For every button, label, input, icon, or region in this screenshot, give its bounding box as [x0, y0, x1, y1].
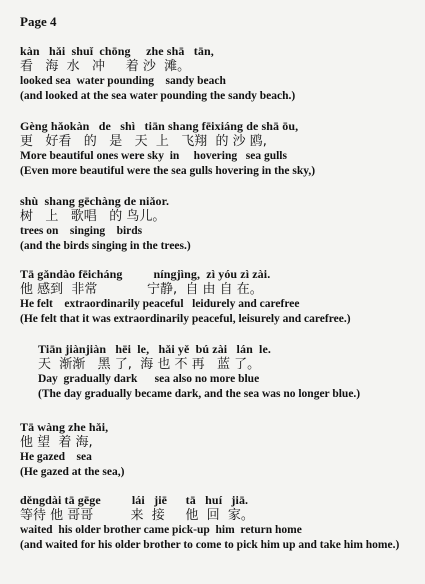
pinyin-line: Tiān jiànjiàn hēi le, hǎi yě bú zài lán le. — [38, 342, 272, 356]
pinyin-line: Gèng hǎokàn de shì tiān shang fēixiáng de shā ōu, — [20, 119, 299, 133]
pinyin-line: Tā gǎndào fēicháng níngjìng, zì yóu zì zài. — [20, 267, 271, 281]
hanzi-line: 天 渐渐 黑 了, 海 也 不 再 蓝 了。 — [38, 357, 261, 372]
sentence-1 — [20, 44, 420, 104]
gloss-line: waited his older brother came pick-up him return home — [20, 524, 302, 536]
translation-line: (and the birds singing in the trees.) — [20, 240, 191, 252]
sentence-2 — [20, 119, 420, 179]
translation-line: (Even more beautiful were the sea gulls hovering in the sky,) — [20, 165, 316, 177]
translation-line: (and looked at the sea water pounding the sandy beach.) — [20, 90, 296, 102]
hanzi-line: 等待 他 哥哥 来 接 他 回 家。 — [20, 508, 254, 523]
translation-line: (and waited for his older brother to come to pick him up and take him home.) — [20, 539, 400, 551]
hanzi-line: 树 上 歌唱 的 鸟儿。 — [20, 209, 166, 224]
sentence-7 — [20, 493, 420, 553]
sentence-4 — [20, 267, 420, 327]
pinyin-line: děngdài tā gēge lái jiē tā huí jiā. — [20, 493, 249, 507]
gloss-line: More beautiful ones were sky in hovering sea gulls — [20, 150, 287, 162]
page-number: Page 4 — [20, 14, 57, 29]
gloss-line: He felt extraordinarily peaceful leidurely and carefree — [20, 298, 300, 310]
gloss-line: looked sea water pounding sandy beach — [20, 75, 226, 87]
sentence-3 — [20, 194, 420, 254]
pinyin-line: kàn hǎi shuǐ chōng zhe shā tān, — [20, 44, 214, 58]
sentence-5 — [38, 342, 425, 402]
pinyin-line: Tā wàng zhe hǎi, — [20, 420, 109, 434]
pinyin-line: shù shang gēchàng de niǎor. — [20, 194, 170, 208]
translation-line: (He gazed at the sea,) — [20, 466, 125, 478]
translation-line: (The day gradually became dark, and the sea was no longer blue.) — [38, 388, 361, 400]
sentence-6 — [20, 420, 420, 480]
gloss-line: He gazed sea — [20, 451, 92, 463]
hanzi-line: 他 感到 非常 宁静, 自 由 自 在。 — [20, 282, 263, 297]
hanzi-line: 更 好看 的 是 天 上 飞翔 的 沙 鸥, — [20, 134, 267, 149]
gloss-line: Day gradually dark sea also no more blue — [38, 373, 260, 385]
translation-line: (He felt that it was extraordinarily peaceful, leisurely and carefree.) — [20, 313, 351, 325]
hanzi-line: 看 海 水 冲 着 沙 滩。 — [20, 59, 191, 74]
gloss-line: trees on singing birds — [20, 225, 143, 237]
hanzi-line: 他 望 着 海, — [20, 435, 93, 450]
